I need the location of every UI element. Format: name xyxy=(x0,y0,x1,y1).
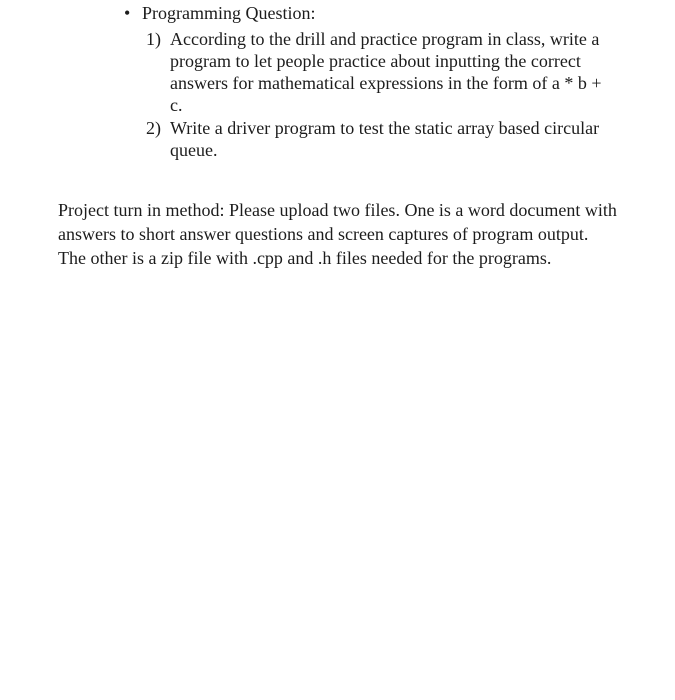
bullet-icon: • xyxy=(124,3,131,23)
question-number: 2) xyxy=(146,118,161,138)
question-list xyxy=(146,28,644,161)
question-number: 1) xyxy=(146,29,161,49)
question-text: According to the drill and practice program in class, write a program to let people practice about inputting the correct answers for mathematical expressions in the form of a * b + c. xyxy=(170,29,602,115)
programming-heading: Programming Question: xyxy=(142,3,316,23)
programming-section xyxy=(124,2,644,162)
turnin-instructions: Project turn in method: Please upload two files. One is a word document with answers to short answer questions and screen captures of program output. The other is a zip file with .cpp and .h files needed for the programs. xyxy=(58,200,617,268)
question-item xyxy=(146,117,644,161)
question-text: Write a driver program to test the static array based circular queue. xyxy=(170,118,600,160)
question-item xyxy=(146,28,644,116)
programming-heading-line xyxy=(124,2,644,24)
